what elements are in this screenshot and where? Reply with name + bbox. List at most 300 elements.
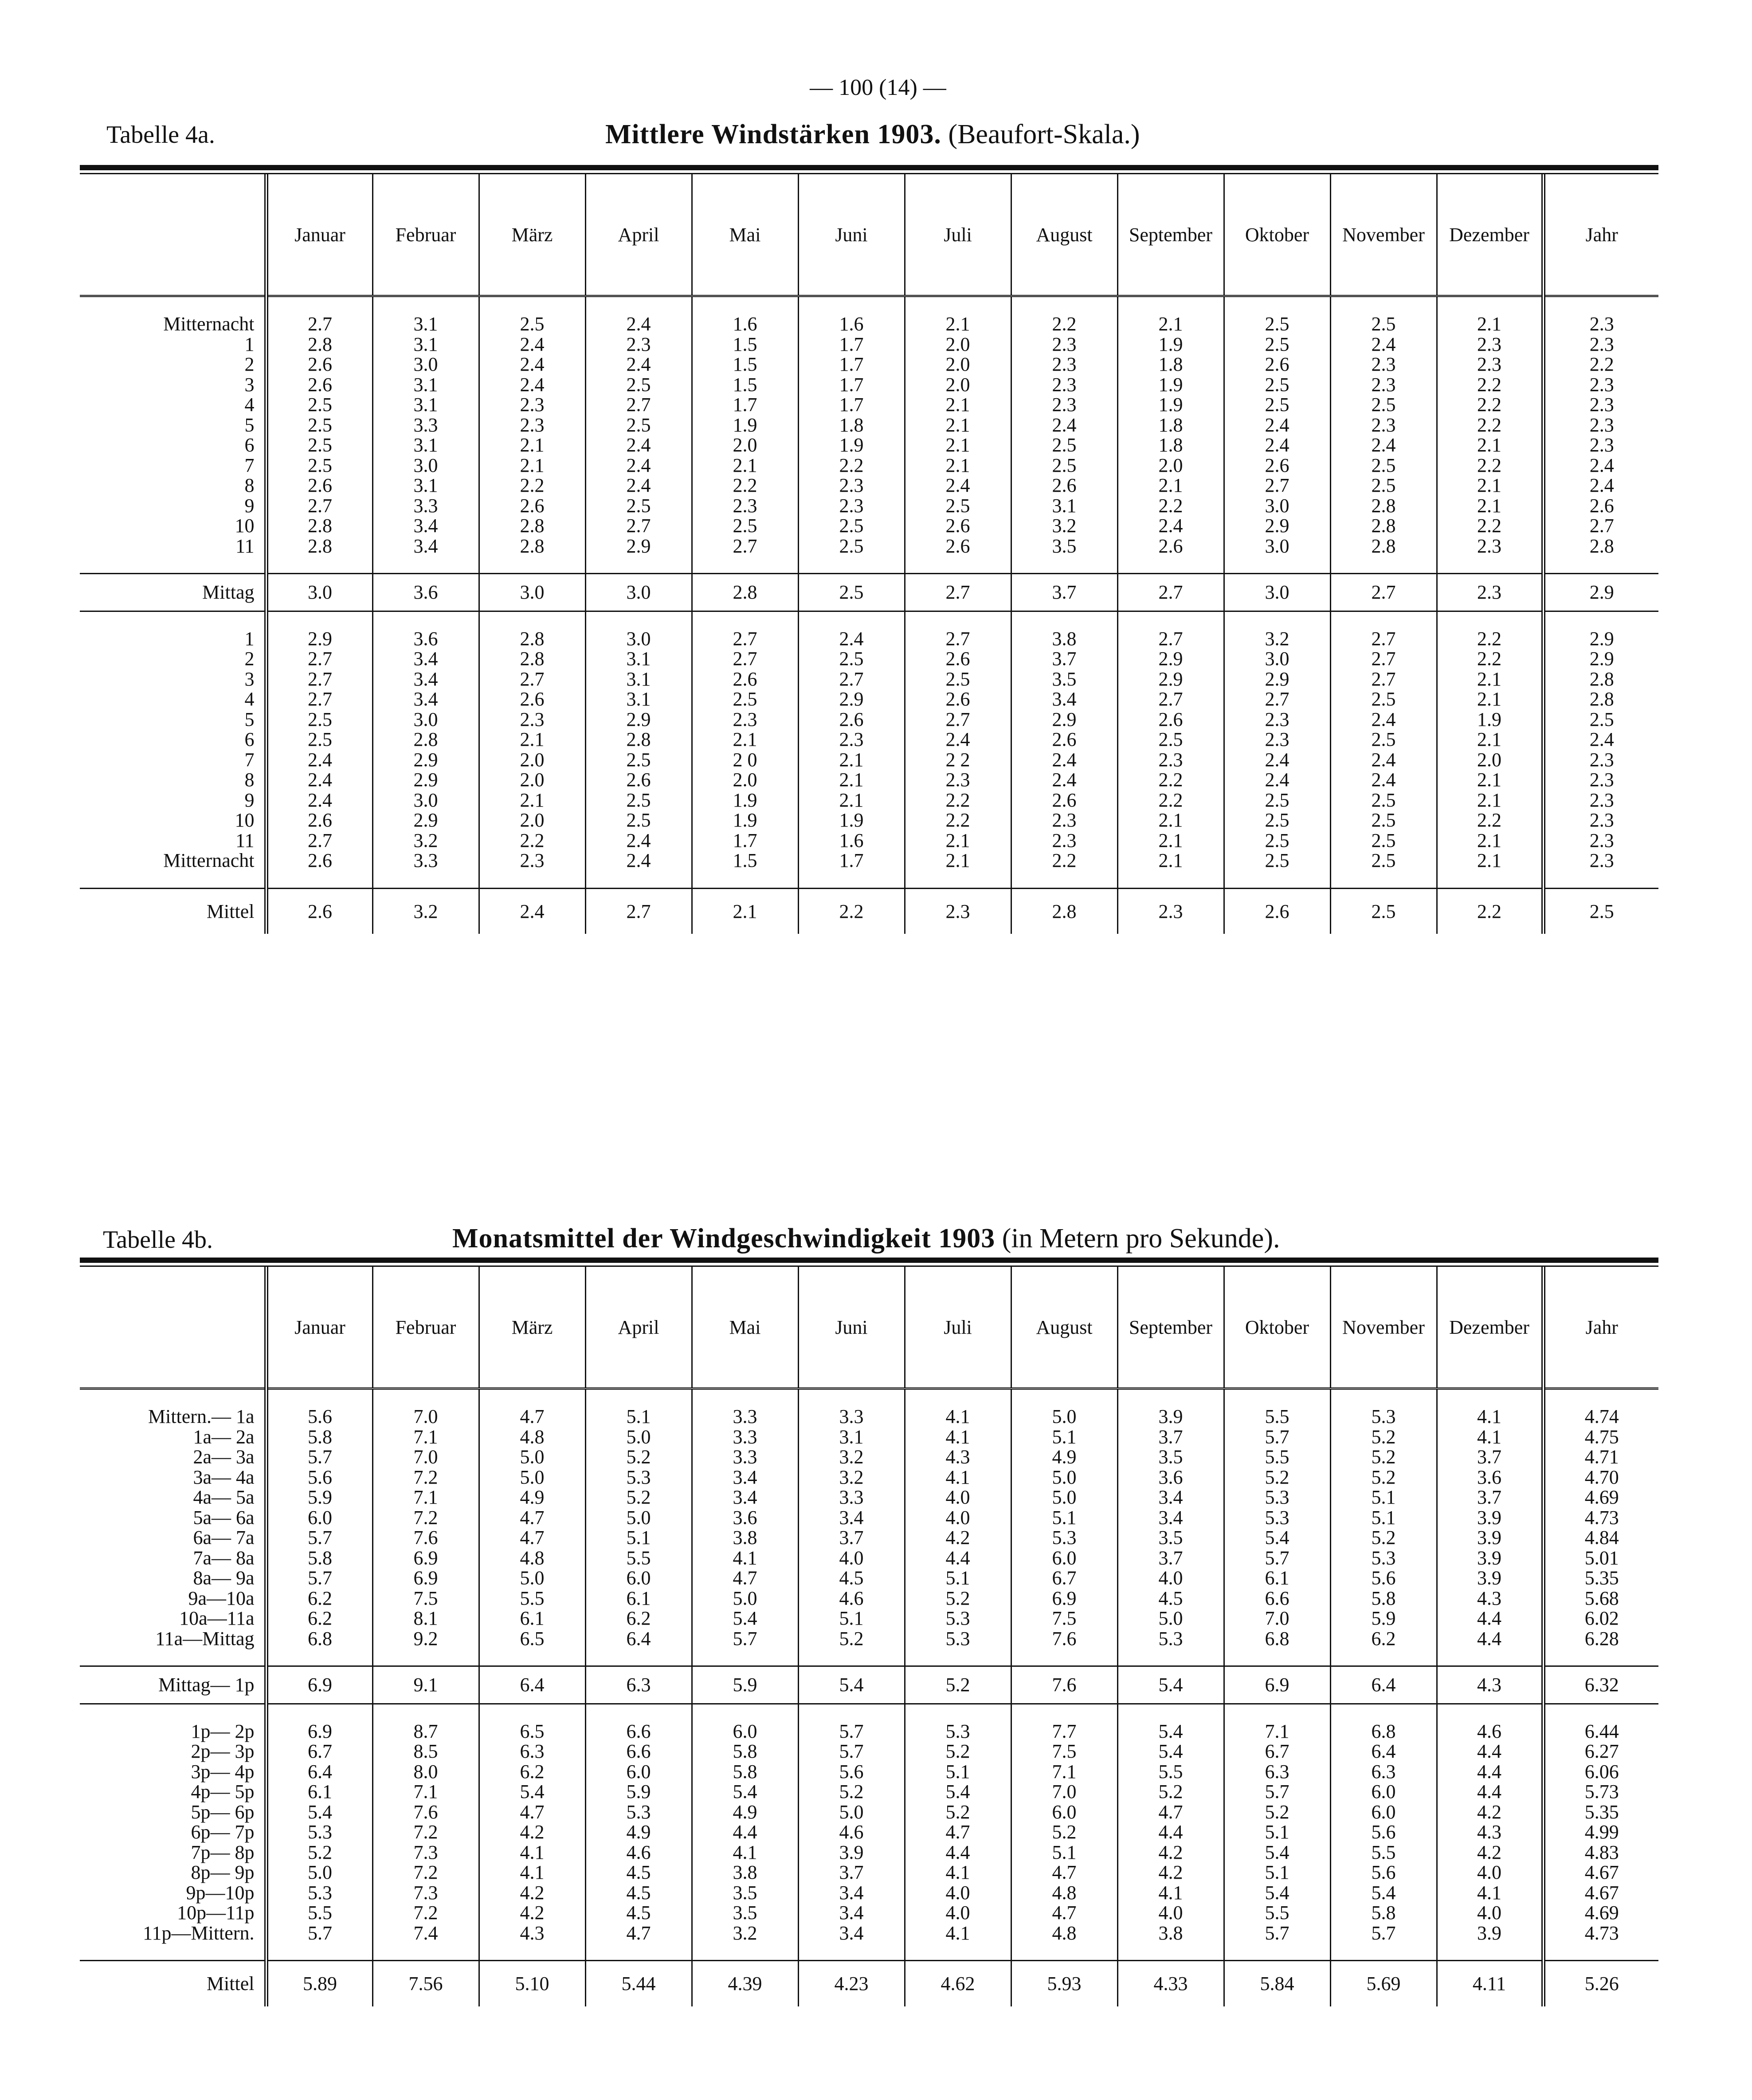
value-cell: 2.4 [308, 748, 332, 771]
value-cell: 6.8 [1330, 1704, 1437, 1741]
value-cell: 5.3 [308, 1821, 332, 1843]
value-cell: 2.3 [798, 475, 905, 496]
row-label: 5p— 6p [80, 1802, 266, 1822]
value-cell: 5.4 [308, 1801, 332, 1823]
value-cell: 5.44 [585, 1961, 692, 2006]
value-cell: 4.1 [905, 1427, 1011, 1447]
value-cell: 5.2 [1224, 1802, 1330, 1822]
value-cell: 6.2 [308, 1587, 332, 1609]
value-cell: 5.01 [1543, 1548, 1658, 1568]
value-cell: 5.35 [1543, 1568, 1658, 1588]
value-cell: 6.2 [1330, 1629, 1437, 1666]
value-cell: 3.8 [692, 1862, 798, 1883]
value-cell: 2.2 [692, 475, 798, 496]
value-cell: 2.8 [1330, 496, 1437, 516]
value-cell: 2.4 [905, 475, 1011, 496]
value-cell: 2.5 [1011, 435, 1117, 455]
value-cell: 6.9 [266, 1666, 372, 1704]
value-cell: 2.4 [1224, 750, 1330, 770]
value-cell: 2.4 [905, 729, 1011, 750]
value-cell: 5.2 [1011, 1822, 1117, 1842]
table-row [80, 455, 1658, 476]
value-cell: 2.5 [905, 496, 1011, 516]
value-cell: 2.1 [479, 435, 585, 455]
value-cell: 5.3 [905, 1629, 1011, 1666]
value-cell: 2.6 [692, 669, 798, 690]
value-cell: 3.4 [798, 1923, 905, 1961]
value-cell: 2.3 [1224, 709, 1330, 730]
value-cell: 3.5 [1011, 536, 1117, 574]
value-cell: 3.4 [692, 1487, 798, 1508]
value-cell: 2.7 [905, 709, 1011, 730]
value-cell: 5.89 [303, 1973, 337, 1994]
value-cell: 4.1 [692, 1842, 798, 1863]
value-cell: 7.1 [372, 1782, 479, 1802]
column-header: August [1011, 1267, 1117, 1389]
value-cell: 2.5 [1330, 790, 1437, 811]
value-cell: 2.6 [308, 373, 332, 396]
value-cell: 2.3 [905, 770, 1011, 790]
value-cell: 6.02 [1543, 1608, 1658, 1629]
value-cell: 4.7 [1011, 1903, 1117, 1923]
value-cell: 3.4 [372, 689, 479, 709]
value-cell: 2.2 [1117, 790, 1224, 811]
value-cell: 3.6 [1437, 1467, 1543, 1488]
value-cell: 2.4 [479, 354, 585, 375]
value-cell: 2.1 [1117, 810, 1224, 831]
row-label: 5 [80, 709, 266, 730]
value-cell: 2.7 [308, 648, 332, 670]
table-row [80, 1427, 1658, 1447]
value-cell: 4.2 [1437, 1842, 1543, 1863]
value-cell: 3.9 [1117, 1389, 1224, 1427]
value-cell: 2.4 [479, 334, 585, 355]
value-cell: 2.3 [1330, 415, 1437, 435]
value-cell: 1.9 [692, 810, 798, 831]
value-cell: 4.4 [1117, 1822, 1224, 1842]
value-cell: 2.7 [905, 574, 1011, 611]
value-cell: 2.3 [479, 709, 585, 730]
table-row [80, 1762, 1658, 1782]
value-cell: 4.33 [1117, 1961, 1224, 2006]
value-cell: 4.7 [1011, 1862, 1117, 1883]
value-cell: 4.2 [479, 1822, 585, 1842]
value-cell: 7.2 [372, 1862, 479, 1883]
value-cell: 2.7 [798, 669, 905, 690]
value-cell: 2.8 [1543, 536, 1658, 574]
value-cell: 2.5 [1330, 689, 1437, 709]
value-cell: 2.3 [1543, 435, 1658, 455]
table-row [80, 1487, 1658, 1508]
value-cell: 2.4 [585, 831, 692, 851]
value-cell: 2.8 [479, 536, 585, 574]
value-cell: 2.4 [1224, 770, 1330, 790]
value-cell: 8.1 [372, 1608, 479, 1629]
value-cell: 4.70 [1543, 1467, 1658, 1488]
value-cell: 3.4 [798, 1903, 905, 1923]
value-cell: 2.7 [479, 669, 585, 690]
value-cell: 2.5 [1330, 729, 1437, 750]
value-cell: 2.8 [1011, 888, 1117, 934]
value-cell: 3.1 [372, 435, 479, 455]
row-label: 7p— 8p [80, 1842, 266, 1863]
value-cell: 3.0 [372, 709, 479, 730]
column-header: Mai [692, 1267, 798, 1389]
value-cell: 2.7 [308, 829, 332, 851]
value-cell: 4.7 [479, 1508, 585, 1528]
value-cell: 4.1 [692, 1548, 798, 1568]
value-cell: 5.1 [905, 1568, 1011, 1588]
value-cell: 6.0 [585, 1568, 692, 1588]
value-cell: 4.1 [479, 1842, 585, 1863]
value-cell: 2.5 [308, 434, 332, 456]
value-cell: 4.6 [585, 1842, 692, 1863]
table-row [80, 770, 1658, 790]
column-header: Juni [798, 1267, 905, 1389]
value-cell: 6.2 [585, 1608, 692, 1629]
value-cell: 2.3 [1224, 729, 1330, 750]
value-cell: 5.7 [1330, 1923, 1437, 1961]
value-cell: 3.1 [585, 689, 692, 709]
value-cell: 5.0 [1011, 1389, 1117, 1427]
value-cell: 2.1 [1437, 475, 1543, 496]
value-cell: 2.5 [585, 750, 692, 770]
row-label: 9a—10a [80, 1588, 266, 1609]
row-label: 2 [80, 354, 266, 375]
row-label: 9p—10p [80, 1883, 266, 1903]
value-cell: 4.3 [1437, 1588, 1543, 1609]
value-cell: 5.2 [1330, 1467, 1437, 1488]
value-cell: 2.0 [692, 770, 798, 790]
table-row [80, 536, 1658, 574]
value-cell: 2.7 [692, 649, 798, 669]
value-cell: 4.9 [585, 1822, 692, 1842]
value-cell: 6.3 [585, 1666, 692, 1704]
value-cell: 6.9 [1011, 1588, 1117, 1609]
value-cell: 6.4 [1330, 1666, 1437, 1704]
value-cell: 2.5 [585, 375, 692, 395]
value-cell: 2.6 [905, 536, 1011, 574]
column-header: Januar [266, 1267, 372, 1389]
row-label: 6p— 7p [80, 1822, 266, 1842]
value-cell: 4.6 [798, 1588, 905, 1609]
value-cell: 2.4 [479, 888, 585, 934]
value-cell: 2.8 [479, 611, 585, 649]
value-cell: 3.1 [372, 475, 479, 496]
value-cell: 6.0 [1011, 1802, 1117, 1822]
value-cell: 6.5 [479, 1704, 585, 1741]
header-row [80, 1267, 1658, 1389]
value-cell: 4.69 [1543, 1487, 1658, 1508]
value-cell: 5.9 [585, 1782, 692, 1802]
value-cell: 4.39 [692, 1961, 798, 2006]
value-cell: 2.1 [1437, 496, 1543, 516]
row-label: 9 [80, 496, 266, 516]
value-cell: 1.9 [1117, 334, 1224, 355]
value-cell: 4.73 [1543, 1923, 1658, 1961]
table-row [80, 1862, 1658, 1883]
value-cell: 2.4 [585, 435, 692, 455]
value-cell: 6.2 [308, 1607, 332, 1629]
value-cell: 3.4 [372, 669, 479, 690]
value-cell: 2.1 [798, 750, 905, 770]
value-cell: 5.3 [905, 1704, 1011, 1741]
value-cell: 5.4 [692, 1608, 798, 1629]
value-cell: 5.2 [585, 1487, 692, 1508]
row-label: 2 [80, 649, 266, 669]
table-row [80, 415, 1658, 435]
value-cell: 3.0 [1224, 649, 1330, 669]
value-cell: 2.7 [1543, 516, 1658, 536]
row-label: Mitternacht [80, 296, 266, 334]
value-cell: 5.3 [1330, 1389, 1437, 1427]
value-cell: 4.4 [1437, 1629, 1543, 1666]
value-cell: 9.2 [372, 1629, 479, 1666]
value-cell: 5.1 [1224, 1822, 1330, 1842]
value-cell: 2.5 [1330, 888, 1437, 934]
row-label: 1 [80, 334, 266, 355]
value-cell: 5.0 [585, 1508, 692, 1528]
value-cell: 2.2 [1437, 810, 1543, 831]
value-cell: 2.2 [1437, 611, 1543, 649]
value-cell: 5.8 [308, 1547, 332, 1569]
value-cell: 2.5 [1224, 296, 1330, 334]
value-cell: 1.7 [798, 850, 905, 888]
column-header: Dezember [1437, 1267, 1543, 1389]
value-cell: 6.7 [1011, 1568, 1117, 1588]
table-row [80, 649, 1658, 669]
value-cell: 2.5 [798, 649, 905, 669]
column-header: April [585, 1267, 692, 1389]
value-cell: 4.2 [1117, 1842, 1224, 1863]
row-label: 6 [80, 729, 266, 750]
table-row [80, 1568, 1658, 1588]
value-cell: 2.3 [1543, 395, 1658, 415]
value-cell: 3.5 [692, 1883, 798, 1903]
value-cell: 2.8 [1330, 516, 1437, 536]
value-cell: 5.2 [585, 1447, 692, 1467]
header-corner [80, 1267, 266, 1389]
value-cell: 5.4 [1117, 1666, 1224, 1704]
value-cell: 5.4 [1330, 1883, 1437, 1903]
value-cell: 5.35 [1543, 1802, 1658, 1822]
table-row [80, 496, 1658, 516]
value-cell: 4.69 [1543, 1903, 1658, 1923]
value-cell: 5.2 [1330, 1427, 1437, 1447]
column-header: Juli [905, 1267, 1011, 1389]
value-cell: 1.7 [798, 354, 905, 375]
value-cell: 2.1 [905, 435, 1011, 455]
value-cell: 5.26 [1543, 1961, 1658, 2006]
value-cell: 2.5 [585, 810, 692, 831]
value-cell: 4.67 [1543, 1883, 1658, 1903]
value-cell: 5.5 [1224, 1389, 1330, 1427]
value-cell: 3.2 [1011, 516, 1117, 536]
value-cell: 2.1 [479, 455, 585, 476]
value-cell: 5.9 [308, 1486, 332, 1508]
value-cell: 4.11 [1437, 1961, 1543, 2006]
value-cell: 2.5 [1011, 455, 1117, 476]
value-cell: 2.9 [372, 810, 479, 831]
column-header: April [585, 174, 692, 296]
value-cell: 1.9 [1117, 375, 1224, 395]
value-cell: 2.7 [585, 888, 692, 934]
column-header: November [1330, 1267, 1437, 1389]
value-cell: 5.5 [1330, 1842, 1437, 1863]
table-row [80, 395, 1658, 415]
value-cell: 3.0 [1224, 574, 1330, 611]
value-cell: 2.5 [1330, 810, 1437, 831]
value-cell: 2.6 [585, 770, 692, 790]
value-cell: 2.5 [905, 669, 1011, 690]
table-row [80, 516, 1658, 536]
value-cell: 7.3 [372, 1883, 479, 1903]
row-label: 5a— 6a [80, 1508, 266, 1528]
row-label: Mitternacht [80, 850, 266, 888]
value-cell: 2.5 [1117, 729, 1224, 750]
value-cell: 6.0 [692, 1704, 798, 1741]
value-cell: 2.5 [1330, 831, 1437, 851]
value-cell: 3.7 [1117, 1548, 1224, 1568]
value-cell: 2.5 [479, 296, 585, 334]
column-header: Oktober [1224, 174, 1330, 296]
value-cell: 3.0 [372, 790, 479, 811]
column-header: Januar [266, 174, 372, 296]
table-row [80, 850, 1658, 888]
value-cell: 4.67 [1543, 1862, 1658, 1883]
value-cell: 2.6 [266, 850, 372, 888]
value-cell: 2.3 [692, 709, 798, 730]
value-cell: 3.7 [1011, 574, 1117, 611]
value-cell: 5.0 [479, 1447, 585, 1467]
value-cell: 6.8 [1224, 1629, 1330, 1666]
value-cell: 5.5 [585, 1548, 692, 1568]
value-cell: 3.6 [1117, 1467, 1224, 1488]
value-cell: 2.2 [1117, 770, 1224, 790]
value-cell: 2.7 [1224, 689, 1330, 709]
value-cell: 6.0 [585, 1762, 692, 1782]
value-cell: 7.4 [372, 1923, 479, 1961]
value-cell: 2.1 [1117, 831, 1224, 851]
value-cell: 5.7 [308, 1446, 332, 1468]
table-row [80, 435, 1658, 455]
value-cell: 2.7 [1330, 574, 1437, 611]
value-cell: 2.4 [308, 789, 332, 811]
value-cell: 2.2 [905, 790, 1011, 811]
value-cell: 5.1 [1224, 1862, 1330, 1883]
table-4a-title-main: Mittlere Windstärken 1903. [605, 119, 941, 149]
value-cell: 1.7 [798, 334, 905, 355]
value-cell: 2.6 [308, 900, 332, 922]
value-cell: 6.44 [1543, 1704, 1658, 1741]
row-label: 4p— 5p [80, 1782, 266, 1802]
value-cell: 2.5 [308, 708, 332, 730]
value-cell: 2.5 [1330, 850, 1437, 888]
value-cell: 4.2 [479, 1903, 585, 1923]
table-row [80, 1883, 1658, 1903]
value-cell: 5.6 [308, 1466, 332, 1488]
value-cell: 2.6 [1011, 729, 1117, 750]
value-cell: 2.4 [585, 850, 692, 888]
value-cell: 2.1 [798, 770, 905, 790]
value-cell: 2.4 [1011, 770, 1117, 790]
value-cell: 6.3 [479, 1741, 585, 1762]
value-cell: 2.1 [1117, 475, 1224, 496]
value-cell: 3.0 [585, 611, 692, 649]
value-cell: 2.2 [905, 810, 1011, 831]
value-cell: 2.3 [1543, 415, 1658, 435]
column-header: Mai [692, 174, 798, 296]
value-cell: 3.1 [585, 669, 692, 690]
value-cell: 5.3 [905, 1608, 1011, 1629]
value-cell: 3.3 [692, 1427, 798, 1447]
table-row [80, 750, 1658, 770]
table-row [80, 1842, 1658, 1863]
value-cell: 4.0 [1437, 1903, 1543, 1923]
value-cell: 5.2 [905, 1588, 1011, 1609]
table-row [80, 1588, 1658, 1609]
value-cell: 4.4 [1437, 1782, 1543, 1802]
row-label: 2p— 3p [80, 1741, 266, 1762]
value-cell: 3.1 [585, 649, 692, 669]
row-label: 6a— 7a [80, 1528, 266, 1548]
value-cell: 6.5 [479, 1629, 585, 1666]
value-cell: 3.7 [1437, 1487, 1543, 1508]
value-cell: 4.7 [692, 1568, 798, 1588]
table-row [80, 1782, 1658, 1802]
value-cell: 4.4 [1437, 1608, 1543, 1629]
value-cell: 2.2 [1437, 649, 1543, 669]
row-label: 1a— 2a [80, 1427, 266, 1447]
table-row [80, 475, 1658, 496]
row-label: 4 [80, 689, 266, 709]
value-cell: 2.7 [692, 611, 798, 649]
value-cell: 2.5 [308, 454, 332, 476]
value-cell: 4.6 [1437, 1704, 1543, 1741]
header-corner [80, 174, 266, 296]
value-cell: 2.5 [1224, 790, 1330, 811]
table-row [80, 1903, 1658, 1923]
value-cell: 2.7 [308, 313, 332, 335]
value-cell: 4.74 [1543, 1389, 1658, 1427]
value-cell: 5.4 [905, 1782, 1011, 1802]
value-cell: 5.4 [1117, 1741, 1224, 1762]
value-cell: 2.5 [692, 516, 798, 536]
value-cell: 2.3 [1543, 831, 1658, 851]
value-cell: 4.5 [1117, 1588, 1224, 1609]
row-label: 11a—Mittag [80, 1629, 266, 1666]
value-cell: 2.3 [1543, 334, 1658, 355]
value-cell: 5.0 [1011, 1467, 1117, 1488]
value-cell: 2.4 [585, 296, 692, 334]
table-row [80, 1822, 1658, 1842]
value-cell: 7.3 [372, 1842, 479, 1863]
value-cell: 2.0 [905, 375, 1011, 395]
value-cell: 5.0 [585, 1427, 692, 1447]
value-cell: 5.3 [1117, 1629, 1224, 1666]
value-cell: 5.84 [1224, 1961, 1330, 2006]
value-cell: 2.6 [1117, 709, 1224, 730]
value-cell: 4.84 [1543, 1528, 1658, 1548]
row-label: 1p— 2p [80, 1704, 266, 1741]
value-cell: 7.1 [372, 1427, 479, 1447]
value-cell: 7.5 [1011, 1741, 1117, 1762]
value-cell: 3.1 [372, 296, 479, 334]
value-cell: 2.8 [266, 536, 372, 574]
value-cell: 6.4 [479, 1666, 585, 1704]
value-cell: 6.0 [1330, 1802, 1437, 1822]
value-cell: 1.5 [692, 334, 798, 355]
